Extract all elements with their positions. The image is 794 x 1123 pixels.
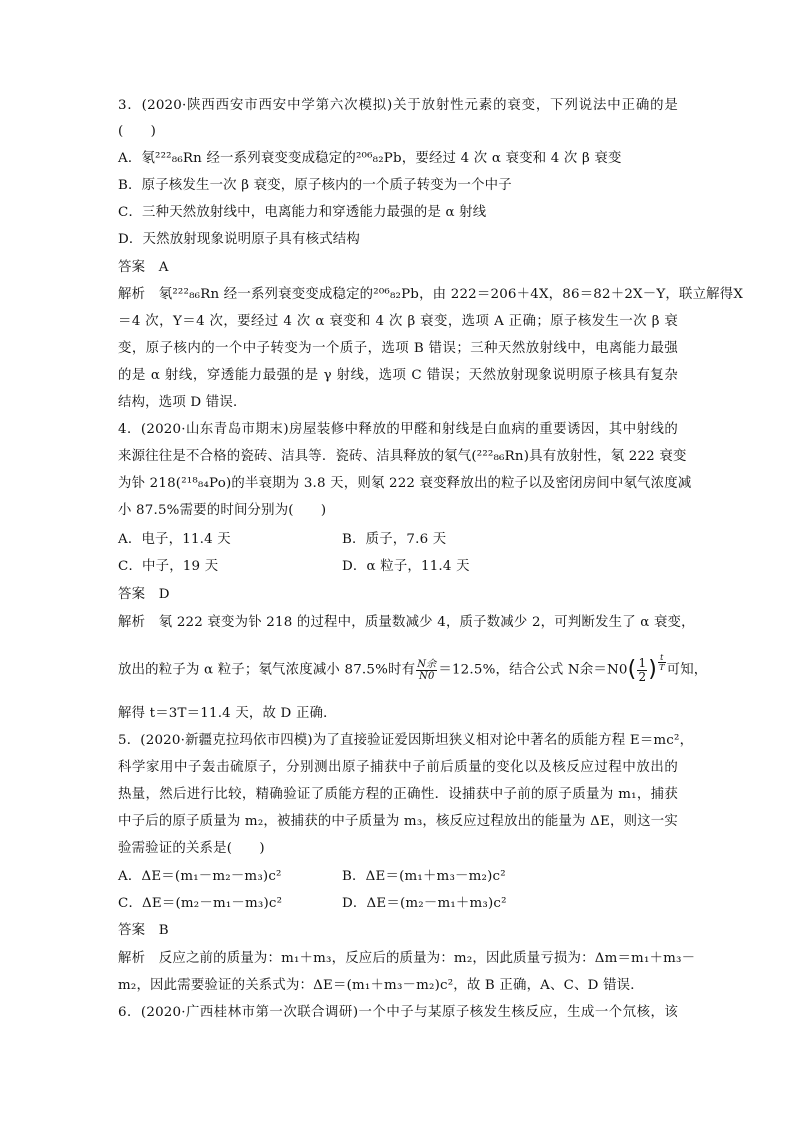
q5-stem-line-5: 验需验证的关系是( ) bbox=[118, 841, 265, 856]
q5-option-b: B．ΔE＝(m₁＋m₃－m₂)c² bbox=[342, 869, 506, 884]
q6-stem-line-1: 6．(2020·广西桂林市第一次联合调研)一个中子与某原子核发生核反应，生成一个氘核，该 bbox=[118, 1005, 678, 1020]
q4-option-d: D．α 粒子，11.4 天 bbox=[342, 559, 470, 574]
exponent-denominator: T bbox=[659, 663, 665, 672]
q5-answer: 答案 B bbox=[118, 923, 169, 938]
q4-option-a: A．电子，11.4 天 bbox=[118, 532, 231, 547]
q4-answer: 答案 D bbox=[118, 587, 170, 602]
q3-option-b: B．原子核发生一次 β 衰变，原子核内的一个质子转变为一个中子 bbox=[118, 178, 512, 193]
half-denominator: 2 bbox=[638, 669, 647, 684]
q5-stem-line-2: 科学家用中子轰击硫原子，分别测出原子捕获中子前后质量的变化以及核反应过程中放出的 bbox=[118, 760, 678, 775]
exponent-fraction bbox=[658, 653, 666, 672]
q3-stem-line-2: ( ) bbox=[118, 124, 157, 139]
q3-answer: 答案 A bbox=[118, 260, 169, 275]
half-numerator: 1 bbox=[638, 655, 647, 670]
q4-options-row-1 bbox=[118, 531, 678, 549]
ratio-denominator: N0 bbox=[419, 670, 435, 682]
q3-explanation-line-3: 变，原子核内的一个中子转变为一个质子，选项 B 错误；三种天然放射线中，电离能力最强 bbox=[118, 341, 678, 356]
q3-explanation-line-2: ＝4 次，Y＝4 次，要经过 4 次 α 衰变和 4 次 β 衰变，选项 A 正确；原子核发生一次 β 衰 bbox=[118, 314, 678, 329]
q5-options-row-1 bbox=[118, 868, 678, 886]
half-fraction bbox=[637, 657, 647, 684]
q4-explanation-line-1: 解析 氡 222 衰变为钋 218 的过程中，质量数减少 4，质子数减少 2，可判断发生了 α 衰变， bbox=[118, 615, 695, 630]
q4-option-b: B．质子，7.6 天 bbox=[342, 532, 447, 547]
q5-option-d: D．ΔE＝(m₂－m₁＋m₃)c² bbox=[342, 896, 507, 911]
q5-stem-line-3: 热量，然后进行比较，精确验证了质能方程的正确性．设捕获中子前的原子质量为 m₁，捕获 bbox=[118, 787, 678, 802]
q3-option-c: C．三种天然放射线中，电离能力和穿透能力最强的是 α 射线 bbox=[118, 205, 487, 220]
q4-explanation-line-3: 解得 t＝3T＝11.4 天，故 D 正确． bbox=[118, 706, 337, 721]
q3-option-a: A．氡²²²₈₆Rn 经一系列衰变变成稳定的²⁰⁶₈₂Pb，要经过 4 次 α 衰变和 4 次 β 衰变 bbox=[118, 151, 622, 166]
exponent-numerator: t bbox=[658, 653, 666, 663]
q5-explanation-line-1: 解析 反应之前的质量为：m₁＋m₃，反应后的质量为：m₂，因此质量亏损为：Δm＝m₁＋m₃－ bbox=[118, 951, 696, 966]
q3-stem-line-1: 3．(2020·陕西西安市西安中学第六次模拟)关于放射性元素的衰变，下列说法中正确的是 bbox=[118, 98, 678, 113]
q4-explanation-line-2 bbox=[118, 653, 708, 689]
q3-option-d: D．天然放射现象说明原子具有核式结构 bbox=[118, 232, 360, 247]
q5-option-c: C．ΔE＝(m₂－m₁－m₃)c² bbox=[118, 896, 283, 911]
q3-explanation-line-5: 结构，选项 D 错误． bbox=[118, 395, 247, 410]
q4-exp-text-b: ＝12.5%，结合公式 N余＝N0 bbox=[438, 662, 628, 678]
q5-explanation-line-2: m₂，因此需要验证的关系式为：ΔE＝(m₁＋m₃－m₂)c²，故 B 正确，A、C、D 错误． bbox=[118, 978, 644, 993]
ratio-fraction bbox=[416, 659, 437, 682]
q4-exp-text-a: 放出的粒子为 α 粒子；氡气浓度减小 87.5%时有 bbox=[118, 662, 416, 678]
q4-stem-line-4: 小 87.5%需要的时间分别为( ) bbox=[118, 503, 327, 518]
right-paren: ) bbox=[648, 657, 658, 682]
q4-option-c: C．中子，19 天 bbox=[118, 559, 219, 574]
q3-explanation-line-1: 解析 氡²²²₈₆Rn 经一系列衰变变成稳定的²⁰⁶₈₂Pb，由 222＝206＋4X，86＝82＋2X－Y，联立解得X bbox=[118, 287, 744, 302]
q4-exp-text-c: 可知， bbox=[666, 662, 708, 678]
q5-option-a: A．ΔE＝(m₁－m₂－m₃)c² bbox=[118, 869, 282, 884]
q4-stem-line-1: 4．(2020·山东青岛市期末)房屋装修中释放的甲醛和射线是白血病的重要诱因，其中射线的 bbox=[118, 422, 678, 437]
q5-stem-line-4: 中子后的原子质量为 m₂，被捕获的中子质量为 m₃，核反应过程放出的能量为 ΔE，则这一实 bbox=[118, 814, 678, 829]
q4-stem-line-2: 来源往往是不合格的瓷砖、洁具等．瓷砖、洁具释放的氡气(²²²₈₆Rn)具有放射性，氡 222 衰变 bbox=[118, 449, 687, 464]
q4-stem-line-3: 为钋 218(²¹⁸₈₄Po)的半衰期为 3.8 天，则氡 222 衰变释放出的粒子以及密闭房间中氡气浓度减 bbox=[118, 476, 692, 491]
q5-stem-line-1: 5．(2020·新疆克拉玛依市四模)为了直接验证爱因斯坦狭义相对论中著名的质能方程 E＝mc²， bbox=[118, 733, 694, 748]
ratio-numerator: N余 bbox=[417, 658, 437, 670]
left-paren: ( bbox=[627, 657, 637, 682]
q5-options-row-2 bbox=[118, 895, 678, 913]
q3-explanation-line-4: 的是 α 射线，穿透能力最强的是 γ 射线，选项 C 错误；天然放射现象说明原子核具有复杂 bbox=[118, 368, 678, 383]
q4-options-row-2 bbox=[118, 558, 678, 576]
